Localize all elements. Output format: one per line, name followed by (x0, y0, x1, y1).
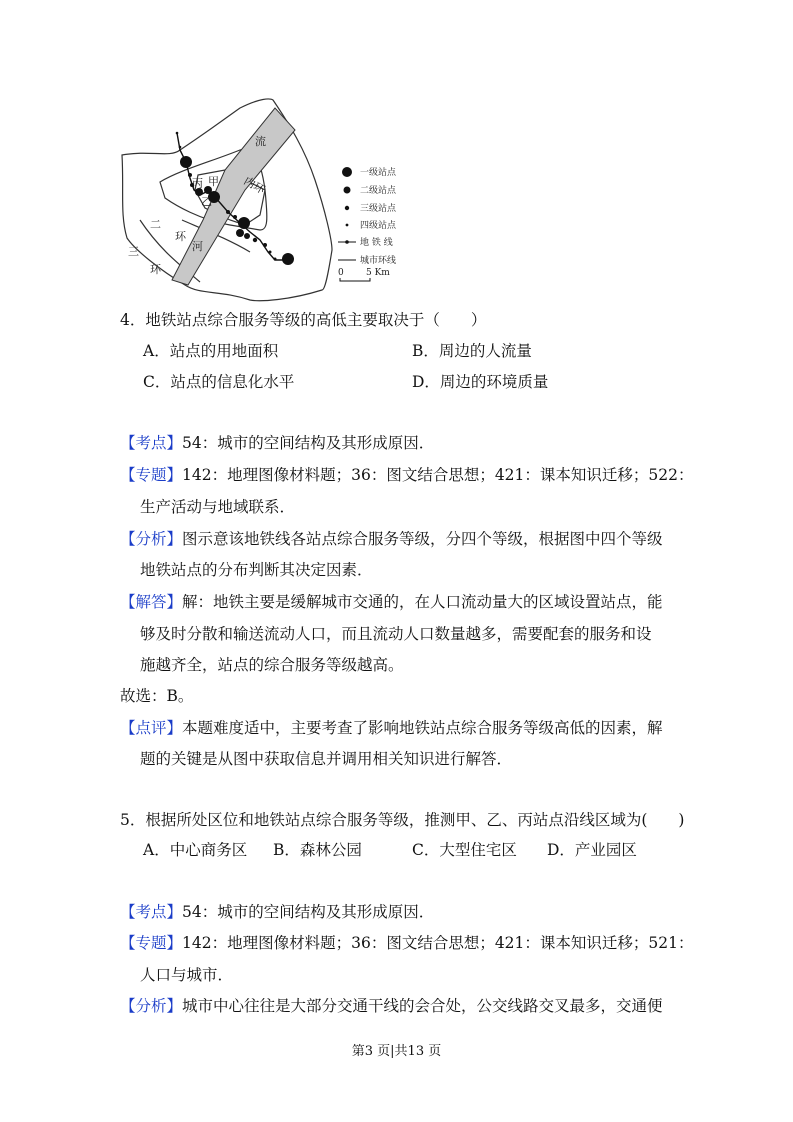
label-river-liu: 流 (255, 135, 266, 148)
tag: 【分析】 (120, 997, 183, 1015)
text: 城市中心往往是大部分交通干线的会合处，公交线路交叉最多，交通便 (182, 997, 663, 1015)
tag: 【考点】 (120, 903, 183, 921)
q4-option-c: C．站点的信息化水平 (143, 373, 295, 391)
a4-answer: 故选：B。 (120, 687, 194, 705)
q4-option-d: D．周边的环境质量 (412, 373, 549, 391)
label-er: 二 (150, 218, 161, 231)
a4-fenxi (120, 529, 663, 549)
text: 142：地理图像材料题；36：图文结合思想；421：课本知识迁移；521： (182, 934, 694, 952)
scale-zero: 0 (338, 268, 344, 278)
a4-dianping (120, 718, 663, 738)
legend-ring-road: 城市环线 (360, 256, 397, 266)
tag: 【专题】 (120, 934, 183, 952)
a4-jieda-cont: 够及时分散和输送流动人口，而且流动人口数量越多，需要配套的服务和设 (140, 625, 652, 643)
text: 本题难度适中，主要考查了影响地铁站点综合服务等级高低的因素，解 (182, 719, 663, 737)
q5-option-b: B．森林公园 (273, 841, 362, 859)
text: 图示意该地铁线各站点综合服务等级，分四个等级，根据图中四个等级 (182, 530, 663, 548)
a5-kaodian (120, 902, 434, 922)
label-inner-ring: 内环 (241, 174, 268, 197)
page-footer: 第3 页|共13 页 (351, 1044, 442, 1059)
subway-map-figure (110, 90, 420, 305)
legend-level-1: 一级站点 (360, 168, 397, 178)
label-jia: 甲 (208, 175, 219, 188)
a5-fenxi (120, 996, 663, 1016)
tag: 【考点】 (120, 434, 183, 452)
text: 54：城市的空间结构及其形成原因． (182, 434, 435, 452)
a4-zhuanti-cont: 生产活动与地域联系． (140, 498, 296, 516)
legend-level-3: 三级站点 (360, 204, 397, 214)
scale-five: 5 Km (366, 268, 390, 278)
label-yi: 乙 (201, 195, 212, 208)
q4-option-b: B．周边的人流量 (412, 342, 532, 360)
q4-option-a: A．站点的用地面积 (143, 342, 279, 360)
a5-zhuanti (120, 933, 694, 953)
a4-fenxi-cont: 地铁站点的分布判断其决定因素． (140, 561, 373, 579)
a4-jieda-cont2: 施越齐全，站点的综合服务等级越高。 (140, 656, 404, 674)
tag: 【分析】 (120, 530, 183, 548)
legend-subway: 地 铁 线 (360, 238, 393, 248)
q5-stem: 5．根据所处区位和地铁站点综合服务等级，推测甲、乙、丙站点沿线区域为( ) (120, 811, 685, 829)
legend (338, 166, 397, 281)
q5-option-d: D．产业园区 (547, 841, 637, 859)
text: 54：城市的空间结构及其形成原因． (182, 903, 435, 921)
label-he: 河 (192, 240, 203, 253)
label-bing: 丙 (192, 177, 203, 190)
label-san: 三 (128, 245, 139, 258)
station-level-1 (180, 156, 192, 168)
q5-option-c: C．大型住宅区 (412, 841, 517, 859)
legend-level-2: 二级站点 (360, 186, 397, 196)
a4-jieda (120, 592, 663, 612)
q4-stem: 4．地铁站点综合服务等级的高低主要取决于（ ） (120, 311, 487, 329)
a4-dianping-cont: 题的关键是从图中获取信息并调用相关知识进行解答． (140, 750, 513, 768)
tag: 【专题】 (120, 466, 183, 484)
text: 142：地理图像材料题；36：图文结合思想；421：课本知识迁移；522： (182, 466, 694, 484)
a4-kaodian (120, 433, 434, 453)
legend-level-4: 四级站点 (360, 221, 397, 231)
tag: 【解答】 (120, 593, 183, 611)
a5-zhuanti-cont: 人口与城市． (140, 966, 234, 984)
q5-option-a: A．中心商务区 (143, 841, 248, 859)
text: 解：地铁主要是缓解城市交通的，在人口流动量大的区域设置站点，能 (182, 593, 663, 611)
a4-zhuanti (120, 465, 694, 485)
tag: 【点评】 (120, 719, 183, 737)
river (172, 108, 295, 285)
label-huan2: 环 (175, 230, 186, 243)
label-huan3: 环 (150, 263, 161, 276)
